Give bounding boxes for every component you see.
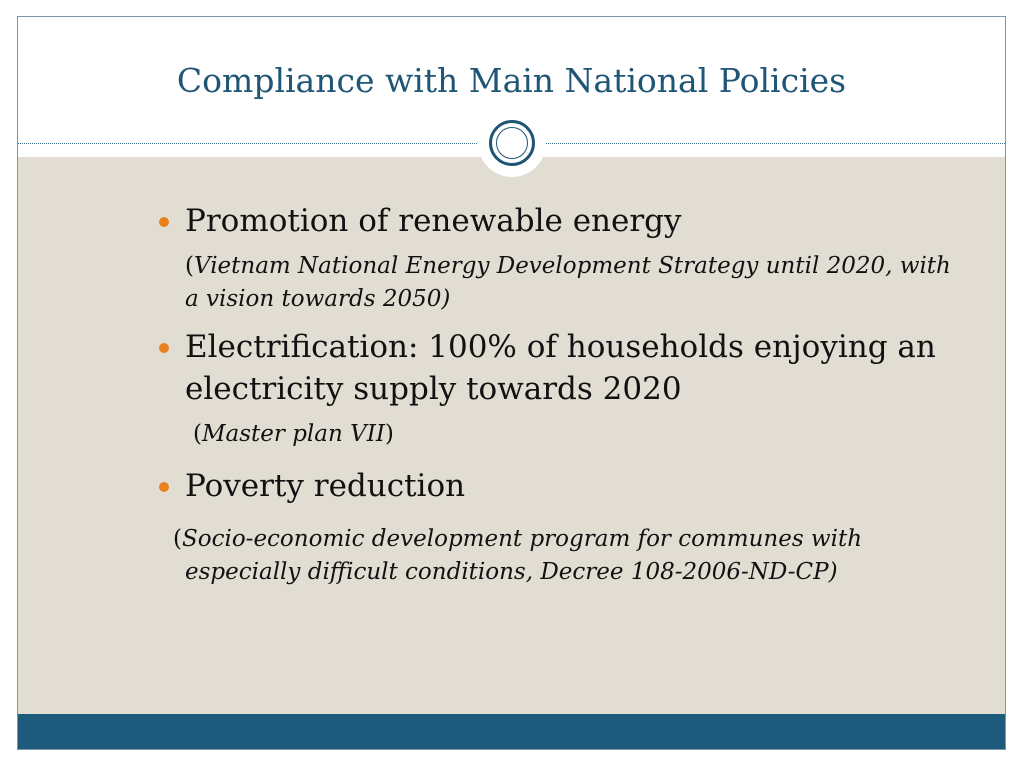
bullet-dot-icon [159, 217, 169, 227]
bullet-dot-icon [159, 343, 169, 353]
note-italic-text: Socio-economic development program for communes with especially difficult conditions, Decree 108-2006-ND-CP) [181, 526, 863, 585]
bullet-note [185, 250, 955, 316]
note-italic-text: Master plan VII [201, 421, 385, 447]
note-open-paren: ( [193, 421, 202, 447]
note-italic-text: Vietnam National Energy Development Strategy until 2020, with a vision towards 2050) [185, 253, 951, 312]
bullet-text: Electrification: 100% of households enjoying an electricity supply towards 2020 [185, 329, 936, 407]
footer-bar [18, 714, 1005, 749]
circle-ornament-icon [489, 120, 535, 166]
bullet-text: Poverty reduction [185, 468, 466, 504]
bullet-item-electrification [155, 326, 955, 451]
bullet-list [155, 200, 955, 589]
slide-title: Compliance with Main National Policies [176, 61, 847, 100]
bullet-item-renewable-energy [155, 200, 955, 316]
bullet-note [185, 418, 955, 451]
bullet-note [173, 523, 955, 589]
bullet-dot-icon [159, 482, 169, 492]
bullet-text: Promotion of renewable energy [185, 203, 682, 239]
note-open-paren: ( [173, 526, 182, 552]
note-close-paren: ) [384, 421, 394, 447]
bullet-item-poverty-reduction [155, 465, 955, 589]
note-open-paren: ( [185, 253, 194, 279]
circle-ornament-inner [496, 127, 528, 159]
